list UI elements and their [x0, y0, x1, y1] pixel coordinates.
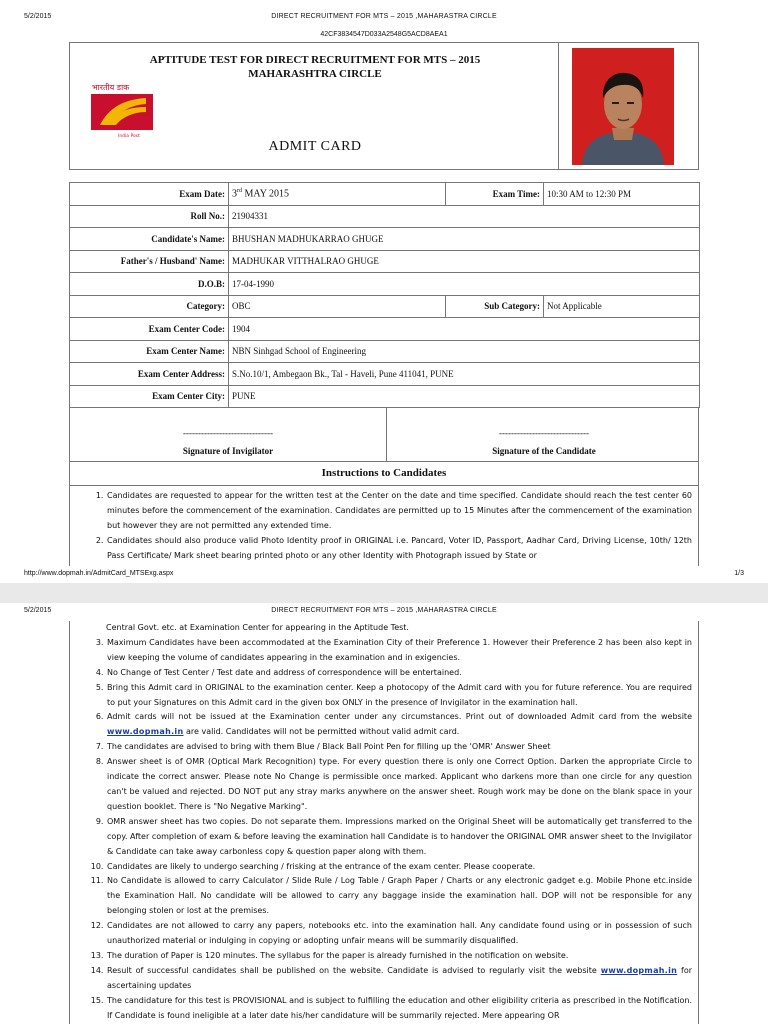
center-address-value: S.No.10/1, Ambegaon Bk., Tal - Haveli, Pune 411041, PUNE	[229, 363, 700, 386]
instruction-text: for ascertaining updates	[107, 965, 693, 990]
print-title: DIRECT RECRUITMENT FOR MTS – 2015 ,MAHARASTRA CIRCLE	[271, 13, 497, 20]
website-link[interactable]: www.dopmah.in	[107, 727, 184, 737]
instruction-text: Admit cards will not be issued at the Examination center under any circumstances. Print out of downloaded Admit card from the website	[107, 712, 692, 722]
center-name-label: Exam Center Name:	[70, 340, 229, 363]
signature-line: ------------------------------	[499, 428, 589, 438]
sub-category-value: Not Applicable	[544, 295, 700, 318]
instruction-text: are valid. Candidates will not be permitted without valid admit card.	[183, 727, 460, 737]
list-item: 5. Bring this Admit card in ORIGINAL to the examination center. Keep a photocopy of the Admit card with you for future reference. You are required to put your Signatures on this Admit card in the given box ONLY in the presence of Invigilator in the examination hall.	[106, 681, 692, 711]
father-name-label: Father's / Husband' Name:	[70, 250, 229, 273]
exam-date-day: 3	[232, 188, 237, 200]
logo-hindi-text: भारतीय डाक	[92, 83, 130, 92]
instruction-text: Result of successful candidates shall be published on the website. Candidate is advised to regularly visit the website	[107, 965, 601, 975]
dob-label: D.O.B:	[70, 273, 229, 296]
list-item: 15. The candidature for this test is PROVISIONAL and is subject to fulfilling the education and other eligibility criteria as prescribed in the Notification. If Candidate is found ineligible at a later date his/her candidature will be summarily rejected. Mere appearing OR	[106, 994, 692, 1024]
table-row	[70, 385, 700, 408]
center-address-label: Exam Center Address:	[70, 363, 229, 386]
center-city-value: PUNE	[229, 385, 700, 408]
table-row	[70, 318, 700, 341]
father-name-value: MADHUKAR VITTHALRAO GHUGE	[229, 250, 700, 273]
exam-title: APTITUDE TEST FOR DIRECT RECRUITMENT FOR MTS – 2015	[149, 54, 481, 66]
website-link[interactable]: www.dopmah.in	[600, 965, 678, 975]
table-row	[70, 228, 700, 251]
exam-time-value: 10:30 AM to 12:30 PM	[544, 183, 700, 206]
list-item	[106, 710, 692, 740]
logo-english-text: India Post	[118, 134, 140, 139]
candidate-name-label: Candidate's Name:	[70, 228, 229, 251]
roll-number-label: Roll No.:	[70, 205, 229, 228]
page-number: 1/3	[734, 570, 744, 577]
table-row	[70, 363, 700, 386]
invigilator-signature	[70, 428, 386, 456]
list-item: 9. OMR answer sheet has two copies. Do not separate them. Impressions marked on the Original Sheet will be automatically get transferred to the copy. After completion of exam & before leaving the examination hall Candidate is to handover the ORIGINAL OMR answer sheet to the Invigilator & Candidate can take away carbonless copy & question paper along with them.	[106, 815, 692, 860]
center-code-label: Exam Center Code:	[70, 318, 229, 341]
signature-section	[69, 408, 699, 462]
exam-time-label: Exam Time:	[446, 183, 544, 206]
candidate-details-table	[69, 182, 700, 408]
exam-date-label: Exam Date:	[70, 183, 229, 206]
table-row	[70, 295, 700, 318]
footer-url: http://www.dopmah.in/AdmitCard_MTSExg.aspx	[24, 570, 174, 577]
table-row	[70, 340, 700, 363]
page-separator	[0, 583, 768, 603]
list-item: 13. The duration of Paper is 120 minutes. The syllabus for the paper is already furnished in the notification on website.	[106, 949, 692, 964]
center-code-value: 1904	[229, 318, 700, 341]
admit-card-title: ADMIT CARD	[268, 139, 362, 154]
instructions-title: Instructions to Candidates	[69, 462, 699, 486]
table-row	[70, 205, 700, 228]
instructions-list-page-one	[69, 486, 699, 566]
header-divider	[558, 43, 559, 169]
list-item: 1. Candidates are requested to appear for the written test at the Center on the date and time specified. Candidate should reach the test center 60 minutes before the commencement of the examination. Candidates are permitted up to 15 Minutes after the commencement of the examination but however they are not permitted any extended time.	[106, 489, 692, 534]
list-item: 11. No Candidate is allowed to carry Calculator / Slide Rule / Log Table / Graph Paper / Charts or any electronic gadget e.g. Mobile Phone etc.inside the Examination Hall. No candidate will be allowed to carry any baggage inside the examination hall. DOP will not be responsible for any belonging stolen or lost at the premises.	[106, 874, 692, 919]
list-item: 4. No Change of Test Center / Test date and address of correspondence will be entertained.	[106, 666, 692, 681]
instruction-continuation: Central Govt. etc. at Examination Center for appearing in the Aptitude Test.	[106, 623, 409, 632]
center-name-value: NBN Sinhgad School of Engineering	[229, 340, 700, 363]
india-post-logo-icon	[88, 81, 158, 139]
list-item: 2. Candidates should also produce valid Photo Identity proof in ORIGINAL i.e. Pancard, Voter ID, Passport, Aadhar Card, Driving License, 10th/ 12th Pass Certificate/ Mark sheet bearing printed photo or any other Identity with Photograph issued by State or	[106, 534, 692, 564]
print-date: 5/2/2015	[24, 13, 52, 20]
instructions-list-page-two	[69, 621, 699, 1024]
table-row	[70, 250, 700, 273]
circle-title: MAHARASHTRA CIRCLE	[248, 68, 382, 80]
exam-date-suffix: rd	[237, 188, 242, 195]
candidate-signature-label: Signature of the Candidate	[492, 446, 596, 456]
list-item	[106, 964, 692, 994]
admit-card-header	[69, 42, 699, 170]
invigilator-signature-label: Signature of Invigilator	[182, 446, 274, 456]
candidate-photo-image	[572, 48, 674, 165]
list-item: 3. Maximum Candidates have been accommodated at the Examination City of their Preference 1. However their Preference 2 has been also kept in view keeping the volume of candidates appearing in the examination and in exigencies.	[106, 636, 692, 666]
category-value: OBC	[229, 295, 446, 318]
dob-value: 17-04-1990	[229, 273, 700, 296]
category-label: Category:	[70, 295, 229, 318]
table-row	[70, 183, 700, 206]
sub-category-label: Sub Category:	[446, 295, 544, 318]
print-date: 5/2/2015	[24, 607, 52, 614]
list-item: 10. Candidates are likely to undergo searching / frisking at the entrance of the exam center. Please cooperate.	[106, 860, 692, 875]
candidate-photo	[572, 48, 674, 165]
list-item: 7. The candidates are advised to bring with them Blue / Black Ball Point Pen for filling up the 'OMR' Answer Sheet	[106, 740, 692, 755]
list-item: 8. Answer sheet is of OMR (Optical Mark Recognition) type. For every question there is only one Correct Option. Darken the appropriate Circle to indicate the correct answer. Please note No Change is permissible once marked. Applicant who darkens more than one circle for any question can't be valued and rejected. DO NOT put any stray marks anywhere on the answer sheet. Rough work may be done on the blank space in your question booklet. There is "No Negative Marking".	[106, 755, 692, 815]
table-row	[70, 273, 700, 296]
signature-line: ------------------------------	[183, 428, 273, 438]
candidate-signature	[386, 428, 702, 456]
candidate-name-value: BHUSHAN MADHUKARRAO GHUGE	[229, 228, 700, 251]
exam-date-month-year: MAY 2015	[242, 188, 290, 200]
list-item: 12. Candidates are not allowed to carry any papers, notebooks etc. into the examination hall. Any candidate found using or in possession of such unauthorized material or indulging in copying or adopting unfair means will be summarily disqualified.	[106, 919, 692, 949]
document-code: 42CF3834547D033A2548G5ACD8AEA1	[320, 31, 448, 38]
roll-number-value: 21904331	[229, 205, 700, 228]
exam-date-value	[229, 183, 446, 206]
center-city-label: Exam Center City:	[70, 385, 229, 408]
print-title: DIRECT RECRUITMENT FOR MTS – 2015 ,MAHARASTRA CIRCLE	[271, 607, 497, 614]
page-two	[0, 603, 768, 1024]
